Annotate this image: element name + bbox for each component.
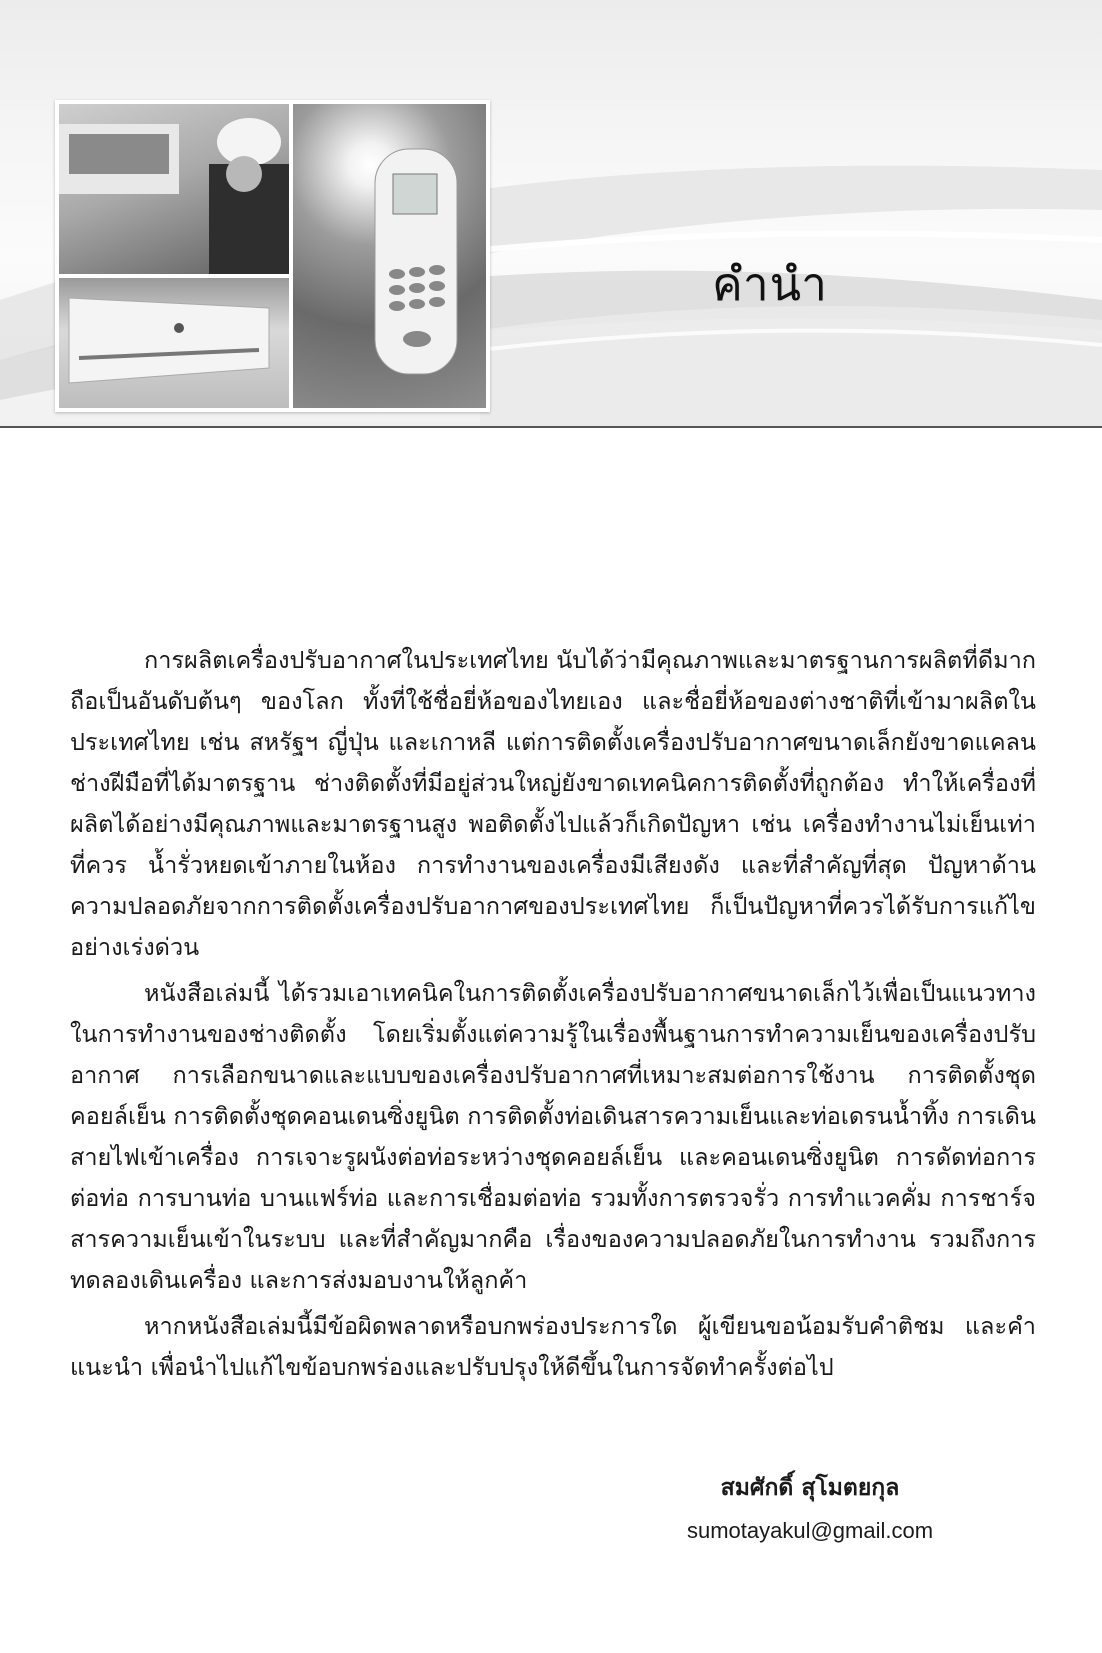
header-divider — [0, 426, 1102, 428]
photo-collage — [55, 100, 490, 412]
foreword-body — [70, 640, 1036, 1393]
technician-installing-ac-photo — [59, 104, 289, 274]
page-title: คำนำ — [712, 257, 828, 311]
paragraph-1: การผลิตเครื่องปรับอากาศในประเทศไทย นับได้ว่ามีคุณภาพและมาตรฐานการผลิตที่ดีมาก ถือเป็นอันดับต้นๆ ของโลก ทั้งที่ใช้ชื่อยี่ห้อของไทยเอง และชื่อยี่ห้อของต่างชาติที่เข้ามาผลิตในประเทศไทย เช่น สหรัฐฯ ญี่ปุ่น และเกาหลี แต่การติดตั้งเครื่องปรับอากาศขนาดเล็กยังขาดแคลนช่างฝีมือที่ได้มาตรฐาน ช่างติดตั้งที่มีอยู่ส่วนใหญ่ยังขาดเทคนิคการติดตั้งที่ถูกต้อง ทำให้เครื่องที่ผลิตได้อย่างมีคุณภาพและมาตรฐานสูง พอติดตั้งไปแล้วก็เกิดปัญหา เช่น เครื่องทำงานไม่เย็นเท่าที่ควร น้ำรั่วหยดเข้าภายในห้อง การทำงานของเครื่องมีเสียงดัง และที่สำคัญที่สุด ปัญหาด้านความปลอดภัยจากการติดตั้งเครื่องปรับอากาศของประเทศไทย ก็เป็นปัญหาที่ควรได้รับการแก้ไขอย่างเร่งด่วน — [70, 646, 1036, 961]
header-banner — [0, 0, 1102, 428]
wall-air-conditioner-photo — [59, 278, 289, 408]
ac-remote-control-photo — [293, 104, 486, 408]
author-name: สมศักดิ์ สุโมตยกุล — [720, 1475, 900, 1501]
author-email: sumotayakul@gmail.com — [686, 1518, 934, 1543]
paragraph-3: หากหนังสือเล่มนี้มีข้อผิดพลาดหรือบกพร่องประการใด ผู้เขียนขอน้อมรับคำติชม และคำแนะนำ เพื่อนำไปแก้ไขข้อบกพร่องและปรับปรุงให้ดีขึ้นในการจัดทำครั้งต่อไป — [70, 1312, 1036, 1381]
paragraph-2: หนังสือเล่มนี้ ได้รวมเอาเทคนิคในการติดตั้งเครื่องปรับอากาศขนาดเล็กไว้เพื่อเป็นแนวทางในการทำงานของช่างติดตั้ง โดยเริ่มตั้งแต่ความรู้ในเรื่องพื้นฐานการทำความเย็นของเครื่องปรับอากาศ การเลือกขนาดและแบบของเครื่องปรับอากาศที่เหมาะสมต่อการใช้งาน การติดตั้งชุดคอยล์เย็น การติดตั้งชุดคอนเดนซิ่งยูนิต การติดตั้งท่อเดินสารความเย็นและท่อเดรนน้ำทิ้ง การเดินสายไฟเข้าเครื่อง การเจาะรูผนังต่อท่อระหว่างชุดคอยล์เย็น และคอนเดนซิ่งยูนิต การดัดท่อการต่อท่อ การบานท่อ บานแฟร์ท่อ และการเชื่อมต่อท่อ รวมทั้งการตรวจรั่ว การทำแวคคั่ม การชาร์จสารความเย็นเข้าในระบบ และที่สำคัญมากคือ เรื่องของความปลอดภัยในการทำงาน รวมถึงการทดลองเดินเครื่อง และการส่งมอบงานให้ลูกค้า — [70, 979, 1036, 1294]
